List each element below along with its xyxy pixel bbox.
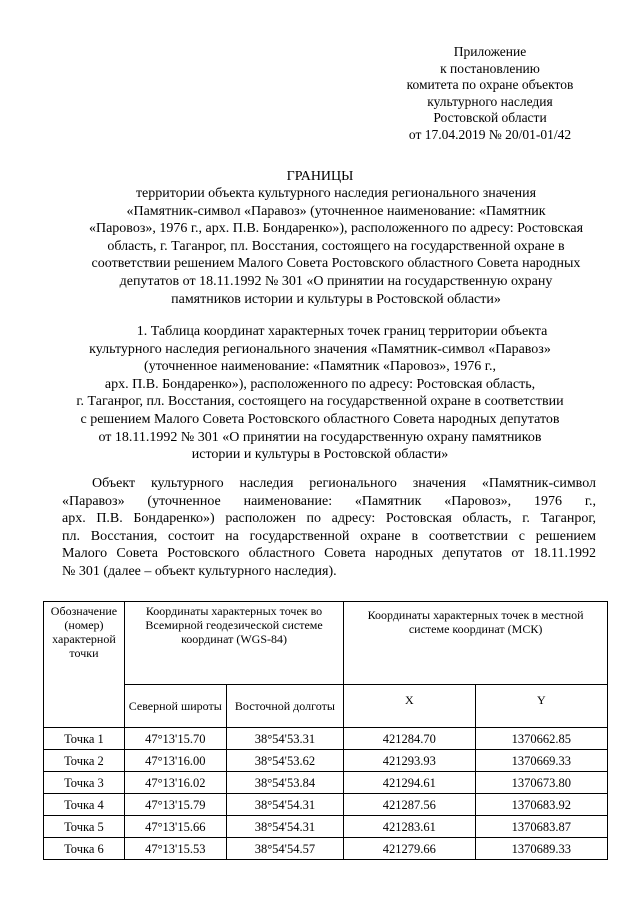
cell-point: Точка 5 — [44, 816, 125, 838]
appendix-line: Приложение — [453, 44, 527, 59]
cell-y: 1370662.85 — [475, 728, 607, 750]
section-heading-line: истории и культуры в Ростовской области» — [191, 447, 449, 463]
cell-point: Точка 1 — [44, 728, 125, 750]
document-title: ГРАНИЦЫ — [286, 169, 354, 184]
subtitle-line: соответствии решением Малого Совета Ростовского областного Совета народных — [91, 256, 581, 272]
cell-point: Точка 3 — [44, 772, 125, 794]
coordinates-table — [43, 601, 608, 860]
cell-y: 1370669.33 — [475, 750, 607, 772]
table-row — [44, 772, 608, 794]
section-heading-line: культурного наследия регионального значения «Памятник-символ «Паравоз» — [89, 341, 551, 357]
table-row — [44, 750, 608, 772]
cell-north: 47°13'16.02 — [124, 772, 226, 794]
cell-point: Точка 2 — [44, 750, 125, 772]
document-subtitle — [82, 185, 590, 308]
cell-east: 38°54'54.57 — [226, 838, 344, 860]
header-wgs: Координаты характерных точек во Всемирной геодезической системе координат (WGS-84) — [124, 602, 343, 685]
appendix-line: культурного наследия — [427, 93, 553, 109]
appendix-line: Ростовской области — [433, 110, 547, 125]
appendix-line: к постановлению — [440, 60, 540, 76]
cell-north: 47°13'15.70 — [124, 728, 226, 750]
body-paragraph — [62, 475, 596, 581]
header-east: Восточной долготы — [226, 685, 344, 728]
header-y: Y — [475, 685, 607, 728]
cell-east: 38°54'54.31 — [226, 816, 344, 838]
header-north: Северной широты — [124, 685, 226, 728]
table-row — [44, 816, 608, 838]
paragraph-line: арх. П.В. Бондаренко») расположен по адресу: Ростовская область, г. Таганрог, — [62, 511, 596, 527]
paragraph-line: Объект культурного наследия регионального значения «Памятник-символ — [92, 476, 596, 491]
paragraph-line: «Паравоз» (уточненное наименование: «Памятник «Паровоз», 1976 г., — [62, 493, 596, 509]
subtitle-line: «Паровоз», 1976 г., арх. П.В. Бондаренко»), расположенного по адресу: Ростовская — [88, 221, 584, 237]
cell-x: 421293.93 — [344, 750, 475, 772]
table-row — [44, 838, 608, 860]
cell-east: 38°54'53.62 — [226, 750, 344, 772]
cell-x: 421294.61 — [344, 772, 475, 794]
cell-y: 1370683.87 — [475, 816, 607, 838]
cell-north: 47°13'15.66 — [124, 816, 226, 838]
header-msk: Координаты характерных точек в местной системе координат (МСК) — [344, 602, 608, 685]
cell-north: 47°13'15.79 — [124, 794, 226, 816]
paragraph-line: № 301 (далее – объект культурного наследия). — [62, 563, 337, 579]
cell-y: 1370689.33 — [475, 838, 607, 860]
appendix-line: от 17.04.2019 № 20/01-01/42 — [408, 126, 572, 142]
subtitle-line: депутатов от 18.11.1992 № 301 «О принятии на государственную охрану — [119, 273, 553, 289]
cell-east: 38°54'54.31 — [226, 794, 344, 816]
cell-point: Точка 4 — [44, 794, 125, 816]
appendix-line: комитета по охране объектов — [406, 77, 574, 92]
cell-y: 1370673.80 — [475, 772, 607, 794]
section-heading-line: от 18.11.1992 № 301 «О принятии на государственную охрану памятников — [98, 429, 542, 445]
subtitle-line: территории объекта культурного наследия регионального значения — [135, 186, 537, 201]
cell-x: 421287.56 — [344, 794, 475, 816]
cell-x: 421283.61 — [344, 816, 475, 838]
cell-x: 421284.70 — [344, 728, 475, 750]
section-heading-line: (уточненное наименование: «Памятник «Паровоз», 1976 г., — [144, 359, 496, 375]
cell-north: 47°13'16.00 — [124, 750, 226, 772]
subtitle-line: памятников истории и культуры в Ростовской области» — [171, 291, 501, 307]
cell-east: 38°54'53.31 — [226, 728, 344, 750]
cell-x: 421279.66 — [344, 838, 475, 860]
paragraph-line: Малого Совета Ростовского областного Совета народных депутатов от 18.11.1992 — [62, 546, 596, 562]
appendix-block — [388, 44, 592, 143]
header-point-number: Обозначение (номер) характерной точки — [44, 602, 125, 728]
cell-point: Точка 6 — [44, 838, 125, 860]
cell-y: 1370683.92 — [475, 794, 607, 816]
header-x: X — [344, 685, 475, 728]
section-heading-line: г. Таганрог, пл. Восстания, состоящего на государственной охране в соответствии — [76, 394, 564, 410]
cell-east: 38°54'53.84 — [226, 772, 344, 794]
section-heading — [40, 323, 600, 464]
table-row — [44, 728, 608, 750]
section-heading-line: 1. Таблица координат характерных точек границ территории объекта — [136, 324, 548, 339]
paragraph-line: пл. Восстания, состоит на государственной охране в соответствии с решением — [62, 528, 596, 544]
subtitle-line: область, г. Таганрог, пл. Восстания, состоящего на государственной охране в — [107, 238, 565, 254]
cell-north: 47°13'15.53 — [124, 838, 226, 860]
table-row — [44, 794, 608, 816]
subtitle-line: «Памятник-символ «Паравоз» (уточненное наименование: «Памятник — [126, 203, 546, 219]
section-heading-line: с решением Малого Совета Ростовского областного Совета народных депутатов — [80, 411, 560, 427]
section-heading-line: арх. П.В. Бондаренко»), расположенного по адресу: Ростовская область, — [104, 376, 536, 392]
